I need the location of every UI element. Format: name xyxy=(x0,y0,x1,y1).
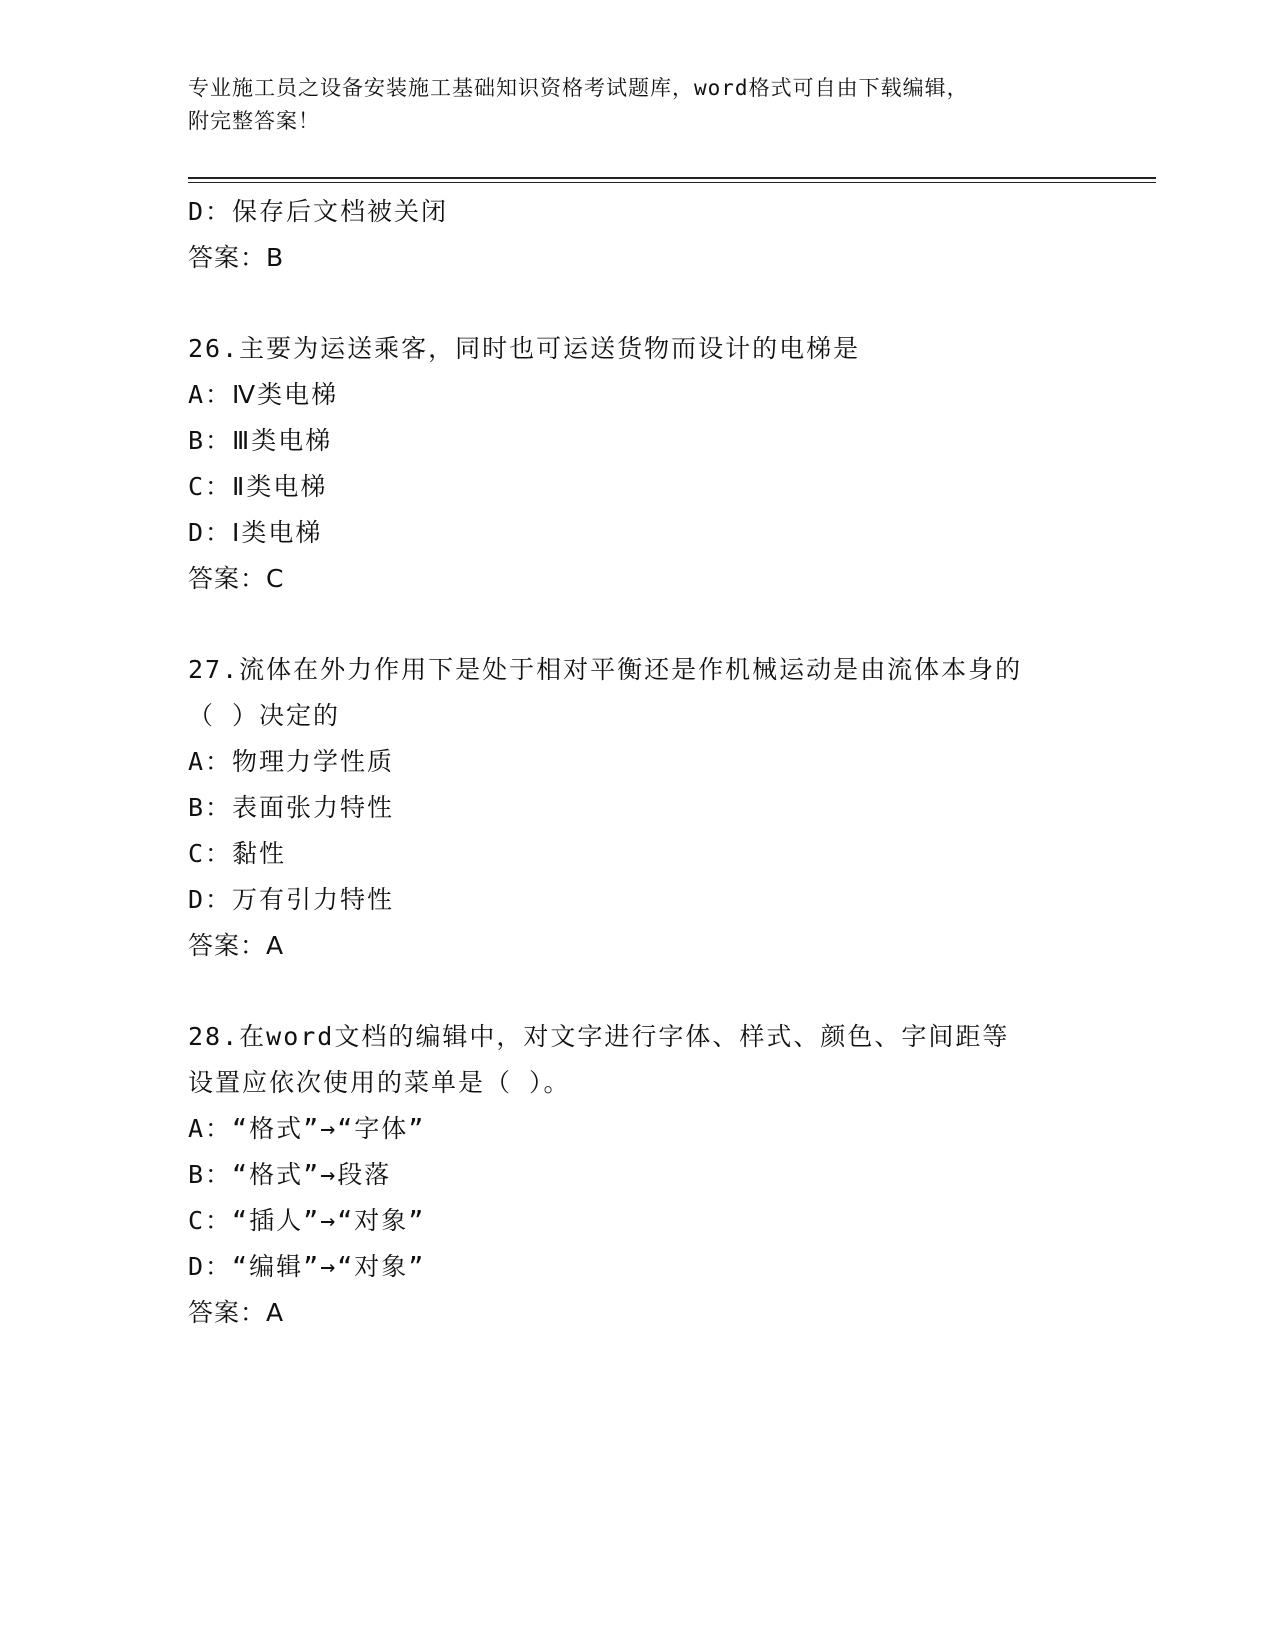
option-a: A：物理力学性质 xyxy=(188,747,395,776)
answer-line: 答案：B xyxy=(188,243,285,272)
question-stem-line-2: 设置应依次使用的菜单是（ ）。 xyxy=(188,1068,571,1097)
question-26 xyxy=(188,326,1148,602)
option-b: B：“格式”→段落 xyxy=(188,1160,392,1189)
option-d: D：Ⅰ类电梯 xyxy=(188,518,323,547)
answer-line: 答案：A xyxy=(188,931,285,960)
header-line-1: 专业施工员之设备安装施工基础知识资格考试题库，word格式可自由下载编辑， xyxy=(188,76,969,100)
document-body xyxy=(188,189,1148,1336)
question-stem-line-1: 28.在word文档的编辑中，对文字进行字体、样式、颜色、字间距等 xyxy=(188,1022,1010,1051)
option-c: C：黏性 xyxy=(188,839,287,868)
answer-line: 答案：A xyxy=(188,1298,285,1327)
option-d: D：“编辑”→“对象” xyxy=(188,1252,426,1281)
document-header xyxy=(188,72,1088,138)
question-27 xyxy=(188,647,1148,969)
answer-line: 答案：C xyxy=(188,564,285,593)
option-c: C：“插人”→“对象” xyxy=(188,1206,426,1235)
header-rule-thin xyxy=(188,182,1156,183)
question-28 xyxy=(188,1014,1148,1336)
previous-question-tail xyxy=(188,189,1148,281)
option-a: A：“格式”→“字体” xyxy=(188,1114,426,1143)
question-stem: 26.主要为运送乘客，同时也可运送货物而设计的电梯是 xyxy=(188,334,861,363)
option-c: C：Ⅱ类电梯 xyxy=(188,472,328,501)
header-line-2: 附完整答案！ xyxy=(188,109,320,133)
option-d: D：万有引力特性 xyxy=(188,885,395,914)
question-stem-line-2: （ ）决定的 xyxy=(188,701,341,730)
option-d: D：保存后文档被关闭 xyxy=(188,197,449,226)
header-rule-thick xyxy=(188,177,1156,179)
option-a: A：Ⅳ类电梯 xyxy=(188,380,339,409)
question-stem-line-1: 27.流体在外力作用下是处于相对平衡还是作机械运动是由流体本身的 xyxy=(188,655,1023,684)
option-b: B：表面张力特性 xyxy=(188,793,395,822)
option-b: B：Ⅲ类电梯 xyxy=(188,426,333,455)
